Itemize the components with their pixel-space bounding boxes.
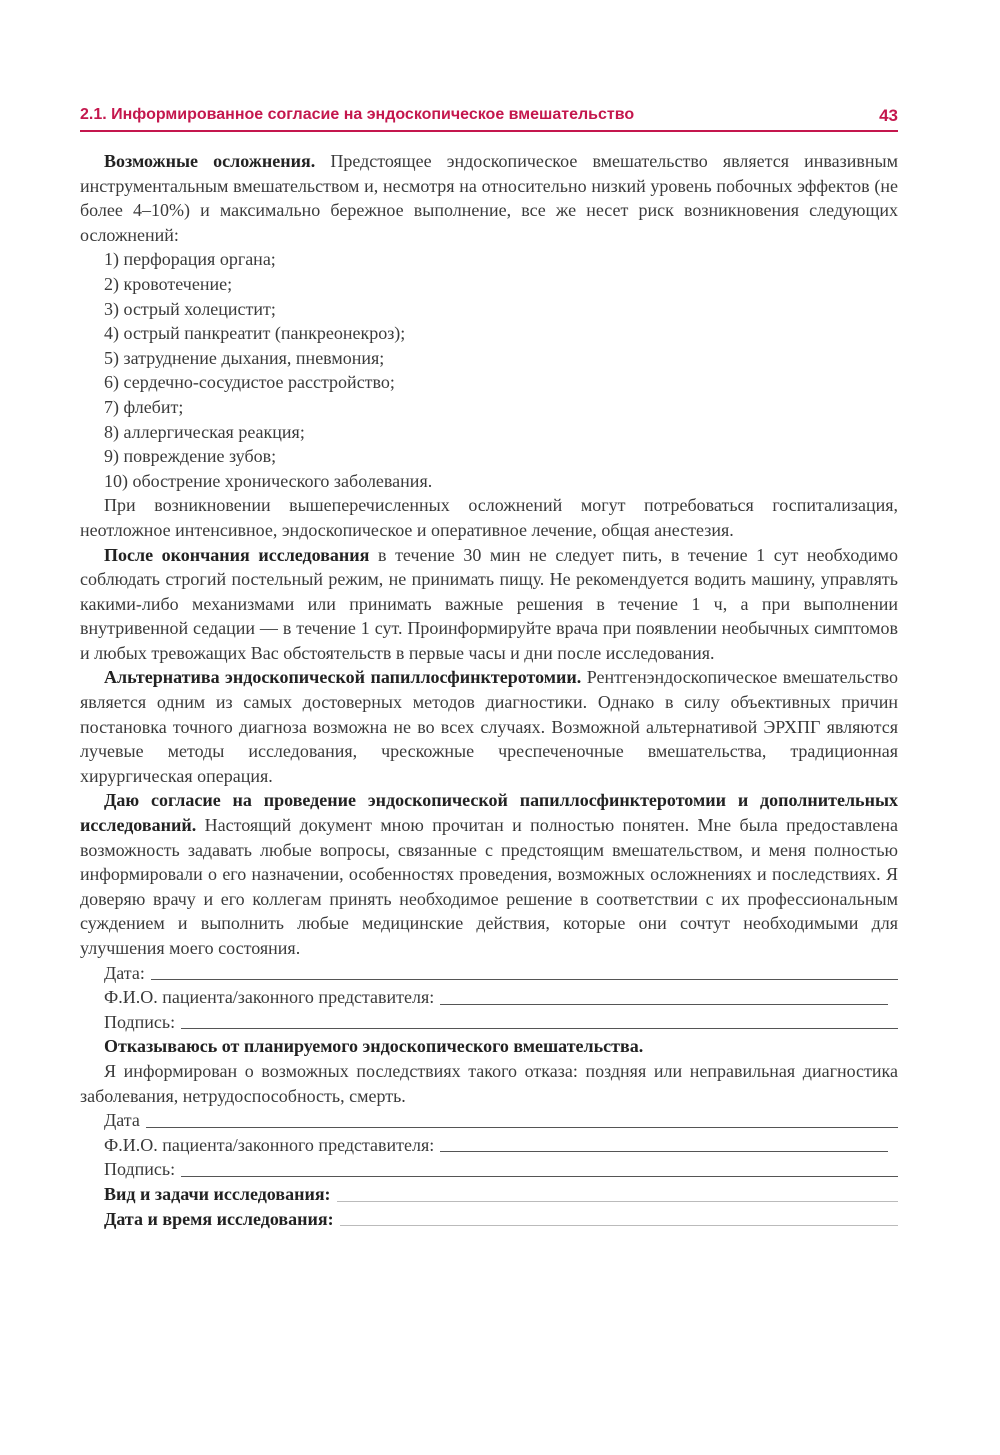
after-study-heading: После окончания исследования xyxy=(104,544,370,565)
list-item: 2) кровотечение; xyxy=(104,273,233,294)
list-item: 10) обострение хронического заболевания. xyxy=(104,470,433,491)
fill-line[interactable] xyxy=(440,1151,888,1152)
refusal-date-field[interactable] xyxy=(80,1108,898,1133)
alternative-heading: Альтернатива эндоскопической папиллосфинктеротомии. xyxy=(104,667,582,688)
list-item: 6) сердечно-сосудистое расстройство; xyxy=(104,372,395,393)
alternative-paragraph: Альтернатива эндоскопической папиллосфинктеротомии. Рентгенэндоскопическое вмешательство является одним из самых достоверных методов диагностики. Однако в силу объективных причин постановка точного диагноза возможна не во всех случаях. Возможной альтернативой ЭРХПГ являются лучевые методы исследования, чрескожные чреспеченочные вмешательства, традиционная хирургическая операция. xyxy=(80,667,898,786)
consent-heading: Даю согласие на проведение эндоскопической папиллосфинктеротомии и дополнительных исследований. xyxy=(80,790,898,836)
list-item: 9) повреждение зубов; xyxy=(104,446,277,467)
refusal-heading: Отказываюсь от планируемого эндоскопического вмешательства. xyxy=(104,1036,644,1057)
consent-name-field[interactable] xyxy=(80,985,898,1010)
fill-line[interactable] xyxy=(181,1176,898,1177)
complications-consequences: При возникновении вышеперечисленных осложнений могут потребоваться госпитализация, неотложное интенсивное, эндоскопическое и оперативное лечение, общая анестезия. xyxy=(80,495,898,540)
refusal-signature-field[interactable] xyxy=(80,1157,898,1182)
section-title: 2.1. Информированное согласие на эндоскопическое вмешательство xyxy=(80,106,635,123)
study-datetime-field[interactable] xyxy=(80,1207,898,1232)
field-label: Подпись: xyxy=(104,1159,176,1180)
fill-line[interactable] xyxy=(151,979,898,980)
complications-heading: Возможные осложнения. xyxy=(104,151,316,171)
consent-date-field[interactable] xyxy=(80,961,898,986)
field-label: Вид и задачи исследования: xyxy=(104,1183,331,1204)
list-item: 8) аллергическая реакция; xyxy=(104,421,305,442)
fill-line[interactable] xyxy=(440,1004,888,1005)
field-label: Дата и время исследования: xyxy=(104,1208,334,1229)
refusal-paragraph: Я информирован о возможных последствиях такого отказа: поздняя или неправильная диагностика заболевания, нетрудоспособность, смерть. xyxy=(80,1060,898,1106)
fill-line[interactable] xyxy=(146,1127,898,1128)
fill-line[interactable] xyxy=(181,1028,898,1029)
fill-line[interactable] xyxy=(337,1201,898,1202)
field-label: Ф.И.О. пациента/законного представителя: xyxy=(104,987,435,1008)
list-item: 1) перфорация органа; xyxy=(104,249,276,270)
list-item: 7) флебит; xyxy=(104,396,184,417)
consent-signature-field[interactable] xyxy=(80,1010,898,1035)
complications-list xyxy=(80,247,898,493)
field-label: Подпись: xyxy=(104,1011,176,1032)
after-study-paragraph: После окончания исследования в течение 30 мин не следует пить, в течение 1 сут необходимо соблюдать строгий постельный режим, не принимать пищу. Не рекомендуется водить машину, управлять какими-либо механизмами или принимать важные решения в течение 1 ч, а при выполнении внутривенной седации — в течение 1 сут. Проинформируйте врача при появлении необычных симптомов и любых тревожащих Вас обстоятельств в первые часы и дни после исследования. xyxy=(80,544,898,663)
list-item: 3) острый холецистит; xyxy=(104,298,276,319)
consent-form-body xyxy=(80,149,898,1231)
complications-paragraph: Возможные осложнения. Предстоящее эндоскопическое вмешательство является инвазивным инструментальным вмешательством и, несмотря на относительно низкий уровень побочных эффектов (не более 4–10%) и максимально бережное выполнение, все же несет риск возникновения следующих осложнений: xyxy=(80,151,898,245)
study-type-field[interactable] xyxy=(80,1182,898,1207)
field-label: Дата: xyxy=(104,962,145,983)
fill-line[interactable] xyxy=(340,1225,898,1226)
field-label: Дата xyxy=(104,1110,140,1131)
list-item: 5) затруднение дыхания, пневмония; xyxy=(104,347,385,368)
field-label: Ф.И.О. пациента/законного представителя: xyxy=(104,1134,435,1155)
list-item: 4) острый панкреатит (панкреонекроз); xyxy=(104,323,406,344)
refusal-name-field[interactable] xyxy=(80,1133,898,1158)
consent-paragraph: Даю согласие на проведение эндоскопической папиллосфинктеротомии и дополнительных исследований. Настоящий документ мною прочитан и полностью понятен. Мне была предоставлена возможность задавать любые вопросы, связанные с предстоящим вмешательством, и меня полностью информировали о его назначении, особенностях проведения, возможных осложнениях и последствиях. Я доверяю врачу и его коллегам принять необходимое решение в соответствии с их профессиональным суждением и выполнить любые медицинские действия, которые они сочтут необходимыми для улучшения моего состояния. xyxy=(80,790,898,958)
header-divider xyxy=(80,130,898,132)
page-number: 43 xyxy=(879,106,898,125)
